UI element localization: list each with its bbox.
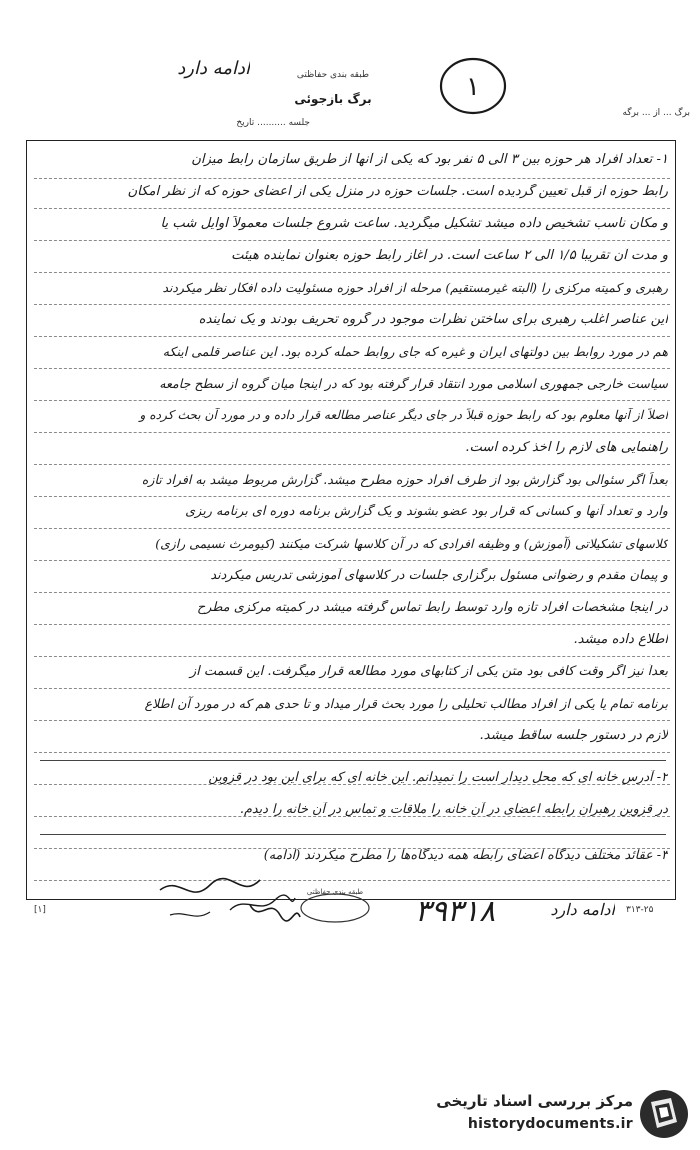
form-title: برگ بازجوئی bbox=[294, 92, 372, 106]
body-line: کلاسهای تشکیلاتی (آموزش) و وظیفه افرادی که در آن کلاسها شرکت میکنند (کیومرث نسیمی رازی) bbox=[155, 536, 668, 551]
body-line: بعداً نیز اگر وقت کافی بود متن یکی از کتابهای مورد مطالعه قرار میگرفت. این قسمت از bbox=[189, 664, 668, 679]
body-line: و مکان ناسب تشخیص داده میشد تشکیل میگردید. ساعت شروع جلسات معمولاً اوایل شب یا bbox=[160, 216, 668, 231]
body-line: رابط حوزه از قبل تعیین گردیده است. جلسات حوزه در منزل یکی از اعضای حوزه که از نظر امکان bbox=[127, 184, 668, 199]
body-line: برنامه تمام یا یکی از افراد مطالب تحلیلی را مورد بحث قرار میداد و تا حدی هم که در مورد آن اطلاع bbox=[144, 696, 668, 711]
sheet-count-label: برگ ... از ... برگه bbox=[622, 108, 690, 118]
footer-handwritten-note: ادامه دارد bbox=[550, 900, 615, 919]
body-line: این عناصر اغلب رهبری برای ساختن نظرات موجود در گروه تحریف بودند و یک نماینده bbox=[198, 312, 668, 327]
watermark bbox=[405, 1086, 695, 1146]
body-line: وارد و تعداد آنها و کسانی که قرار بود عضو بشوند و یک گزارش برنامه دوره ای برنامه ریزی bbox=[185, 504, 668, 519]
section-divider bbox=[40, 760, 666, 761]
archive-number: ۳۹۳۱۸ bbox=[414, 894, 496, 929]
body-line: ۱- تعداد افراد هر حوزه بین ۳ الی ۵ نفر بود که یکی از آنها از طریق سازمان رابط میزان bbox=[191, 152, 668, 167]
body-line: و مدت آن تقریباً ۱/۵ الی ۲ ساعت است. در آغاز رابط حوزه بعنوان نماینده هیئت bbox=[231, 248, 668, 263]
watermark-name: مرکز بررسی اسناد تاریخی bbox=[436, 1092, 633, 1110]
circled-page-number bbox=[436, 54, 510, 118]
body-line: هم در مورد روابط بین دولتهای ایران و غیره که جای روابط حمله کرده بود. این عناصر قلمی اینکه bbox=[162, 344, 668, 359]
item-2-line: در قزوین رهبران رابطه اعضای در آن خانه را ملاقات و تماس در آن خانه را دیدم. bbox=[239, 802, 668, 817]
watermark-url: historydocuments.ir bbox=[467, 1116, 633, 1132]
item-3-line: ۳- عقائد مختلف دیدگاه اعضای رابطه همه دیدگاه‌ها را مطرح میکردند (ادامه) bbox=[263, 848, 668, 863]
footer-left-code: [۱] bbox=[34, 905, 46, 915]
classification-stamp: طبقه بندی حفاظتی bbox=[295, 886, 375, 926]
body-line: بعداً اگر سئوالی بود گزارش بود از طرف افراد حوزه مطرح میشد. گزارش مربوط میشد به افراد تازه bbox=[141, 472, 668, 487]
section-divider bbox=[40, 834, 666, 835]
handwritten-top-note: ادامه دارد bbox=[177, 58, 250, 79]
body-line: اصلاً از آنها معلوم بود که رابط حوزه قبلاً در جای دیگر عناصر مطالعه قرار داده و در مورد آن بحث کرده و bbox=[139, 408, 668, 422]
svg-text:۱: ۱ bbox=[466, 72, 480, 102]
body-line: راهنمایی های لازم را اخذ کرده است. bbox=[465, 440, 668, 455]
body-line: و پیمان مقدم و رضوانی مسئول برگزاری جلسات در کلاسهای آموزشی تدریس میکردند bbox=[210, 568, 668, 583]
body-line: سیاست خارجی جمهوری اسلامی مورد انتقاد قرار گرفته بود که در اینجا میان گروه از سطح جامعه bbox=[159, 376, 668, 391]
classification-label: طبقه بندی حفاظتی bbox=[296, 70, 370, 80]
body-line: در اینجا مشخصات افراد تازه وارد توسط رابط تماس گرفته میشد در کمیته مرکزی مطرح bbox=[196, 600, 668, 615]
body-line: رهبری و کمیته مرکزی را (البته غیرمستقیم) مرحله از افراد حوزه مسئولیت داده افکار نظر میکردند bbox=[162, 280, 668, 295]
body-line: لازم در دستور جلسه ساقط میشد. bbox=[479, 728, 668, 743]
item-2-line: ۲- آدرس خانه ای که محل دیدار است را نمیدانم. این خانه ای که برای این بود در قزوین bbox=[208, 770, 668, 785]
footer-right-code: ۳۱۳-۲۵ bbox=[626, 905, 654, 915]
signature-mark bbox=[245, 895, 305, 925]
session-date-label: جلسه .......... تاریخ bbox=[236, 118, 310, 128]
body-line: اطلاع داده میشد. bbox=[573, 632, 668, 647]
archive-logo-icon bbox=[637, 1086, 691, 1142]
